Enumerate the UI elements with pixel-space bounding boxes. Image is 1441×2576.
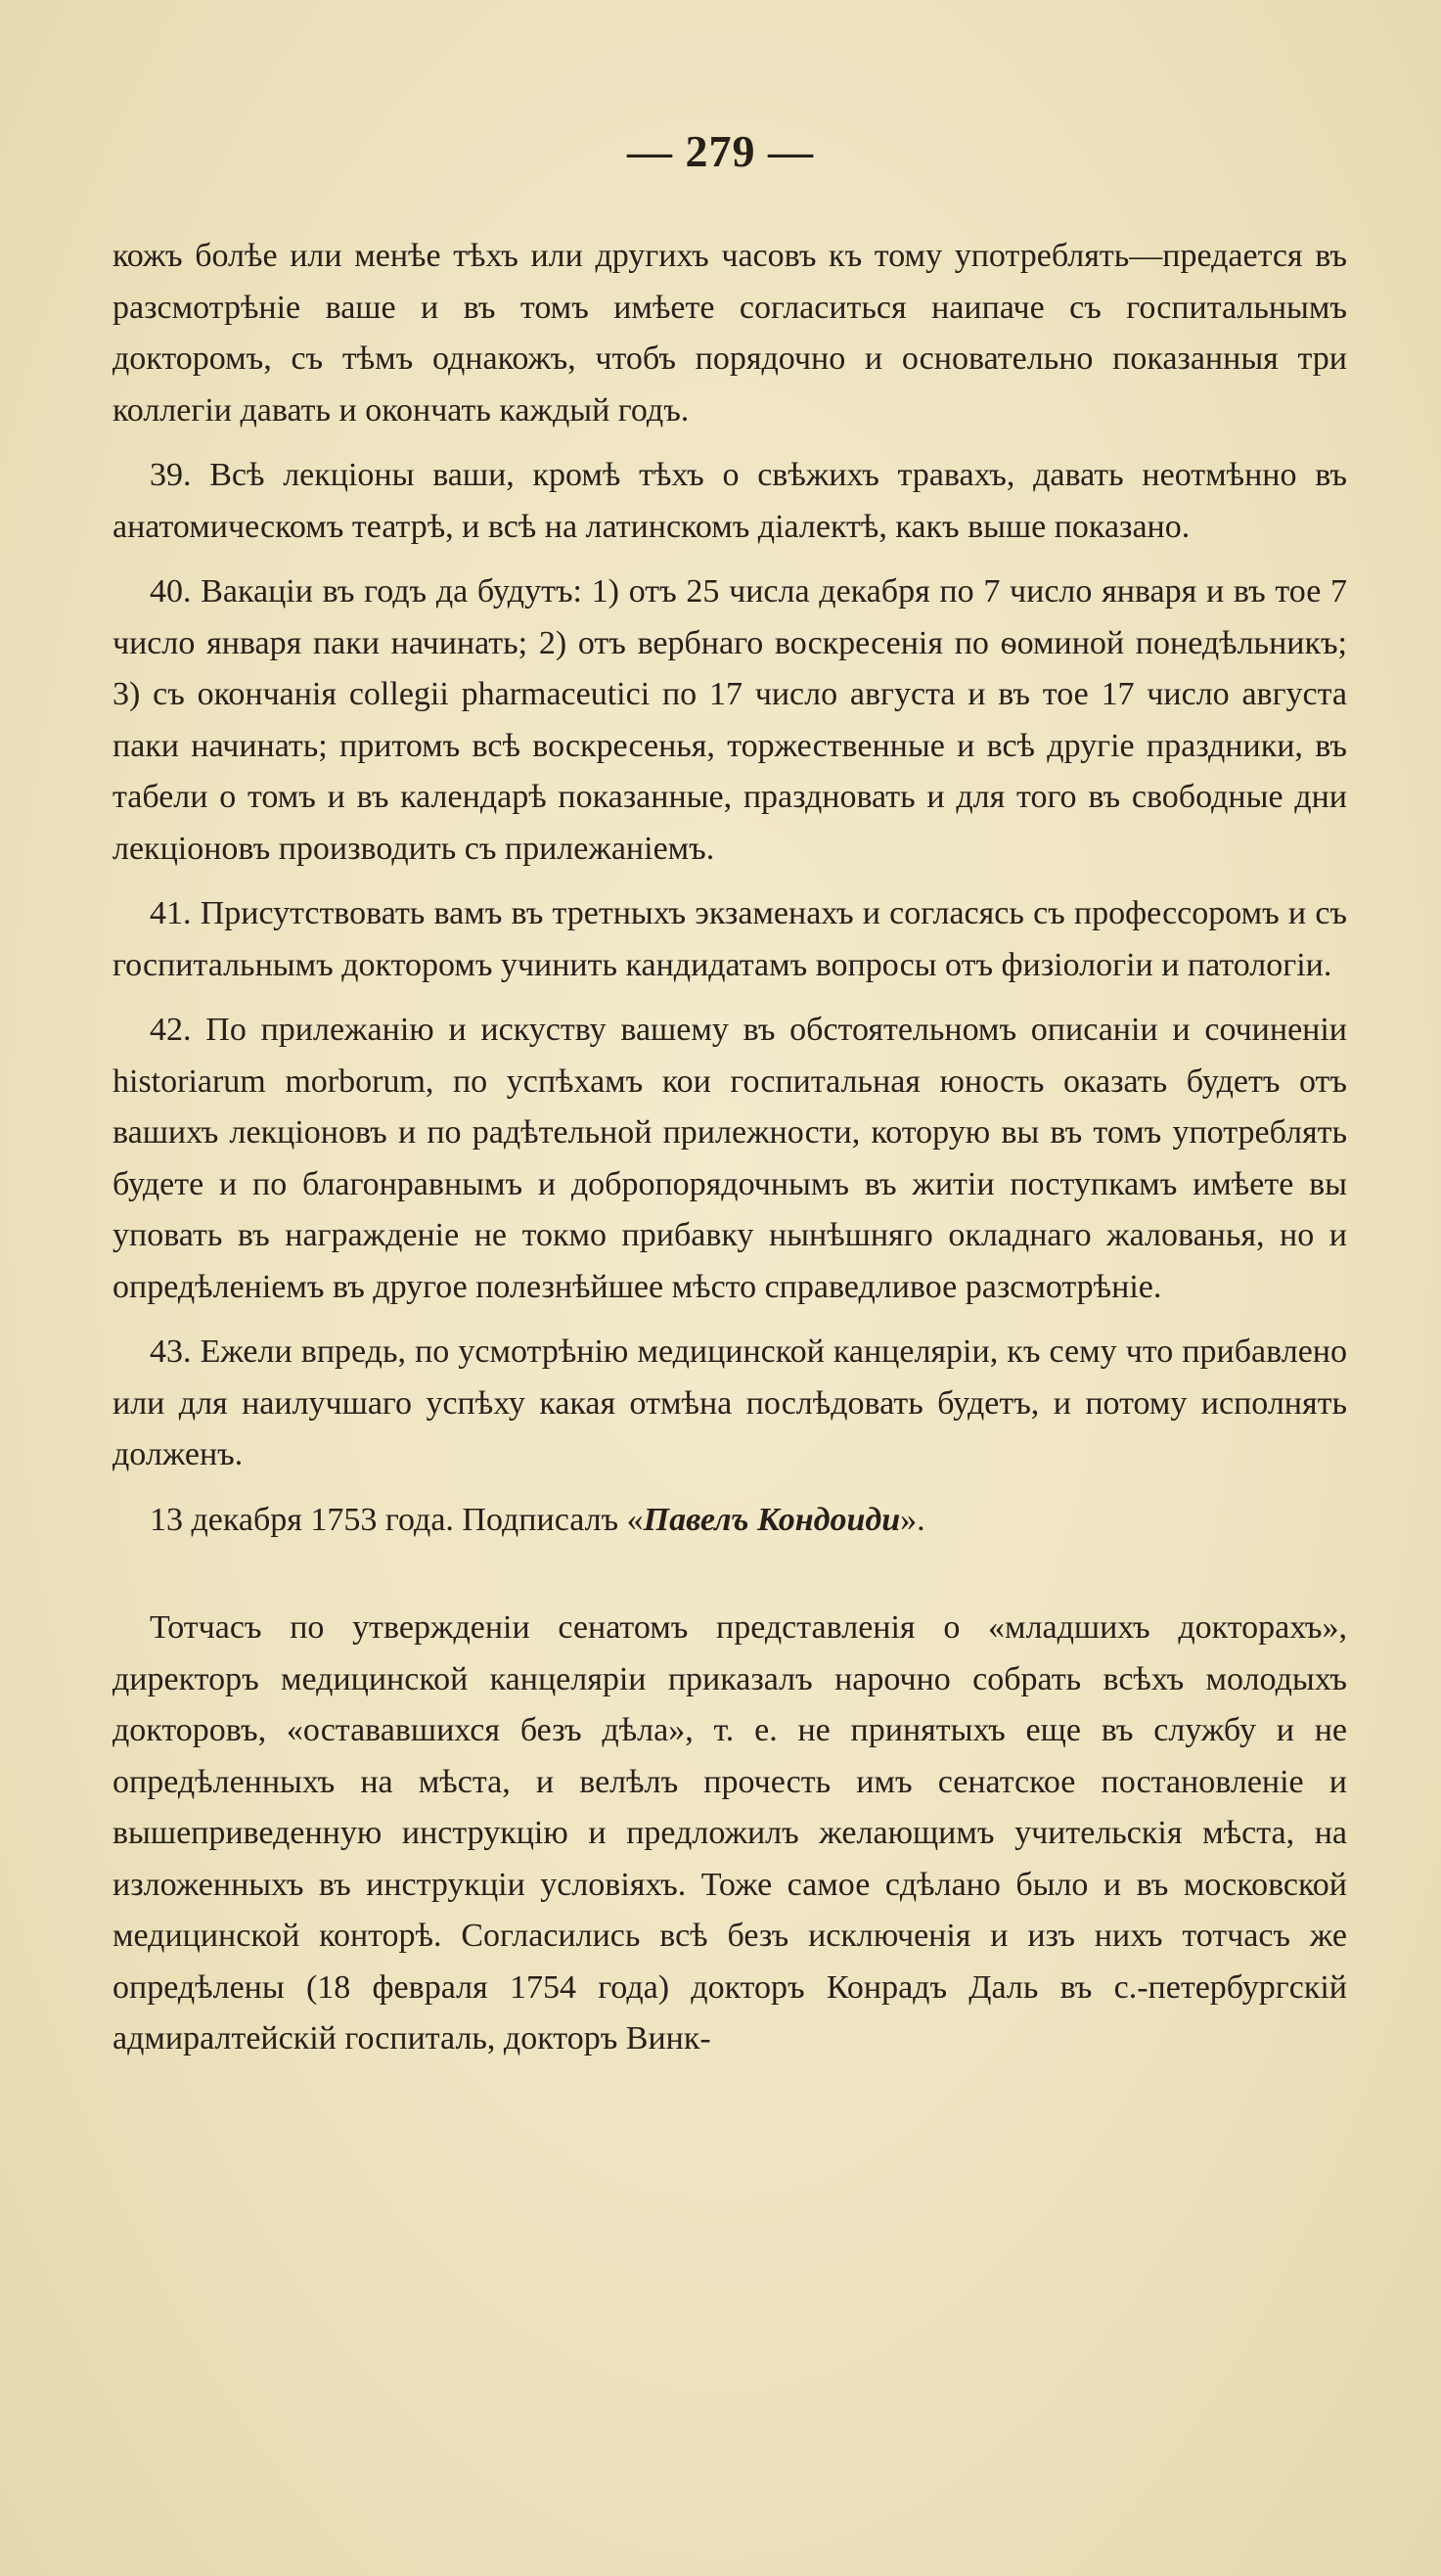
paragraph-43: 43. Ежели впредь, по усмотрѣнію медицинской канцеляріи, къ сему что прибавлено или для наилучшаго успѣху какая отмѣна послѣдовать будетъ, и потому исполнять долженъ. [113,1333,1347,1472]
paragraph-continuation: кожъ болѣе или менѣе тѣхъ или другихъ часовъ къ тому употреблять—предается въ разсмотрѣніе ваше и въ томъ имѣете согласиться наипаче съ госпитальнымъ докторомъ, съ тѣмъ однакожъ, чтобъ порядочно и основательно показанныя три коллегіи давать и окончать каждый годъ. [113,238,1347,429]
paragraph-39: 39. Всѣ лекціоны ваши, кромѣ тѣхъ о свѣжихъ травахъ, давать неотмѣнно въ анатомическомъ театрѣ, и всѣ на латинскомъ діалектѣ, какъ выше показано. [113,457,1347,545]
signature-name: Павелъ Кондоиди [643,1501,901,1538]
paragraph-41: 41. Присутствовать вамъ въ третныхъ экзаменахъ и согласясь съ профессоромъ и съ госпитальнымъ докторомъ учинить кандидатамъ вопросы отъ физіологіи и патологіи. [113,895,1347,983]
paragraph-42: 42. По прилежанію и искуству вашему въ обстоятельномъ описаніи и сочиненіи historiarum morborum, по успѣхамъ кои госпитальная юность оказать будетъ отъ вашихъ лекціоновъ и по радѣтельной прилежности, которую вы въ томъ употреблять будете и по благонравнымъ и добропорядочнымъ въ житіи поступкамъ имѣете вы уповать въ награжденіе не токмо прибавку нынѣшняго окладнаго жалованья, но и опредѣленіемъ въ другое полезнѣйшее мѣсто справедливое разсмотрѣніе. [113,1012,1347,1305]
paragraph-40: 40. Вакаціи въ годъ да будутъ: 1) отъ 25 числа декабря по 7 число января и въ тое 7 число января паки начинать; 2) отъ вербнаго воскресенія по ѳоминой понедѣльникъ; 3) съ окончанія collegii pharmaceutici по 17 число августа и въ тое 17 число августа паки начинать; притомъ всѣ воскресенья, торжественные и всѣ другіе праздники, въ табели о томъ и въ календарѣ показанные, праздновать и для того въ свободные дни лекціоновъ производить съ прилежаніемъ. [113,573,1347,867]
page-number: — 279 — [627,126,814,176]
signature-line [113,1495,1347,1547]
signature-suffix: ». [900,1501,925,1538]
closing-paragraph: Тотчасъ по утвержденіи сенатомъ представленія о «младшихъ докторахъ», директоръ медицинской канцеляріи приказалъ нарочно собрать всѣхъ молодыхъ докторовъ, «остававшихся безъ дѣла», т. е. не принятыхъ еще въ службу и не опредѣленныхъ на мѣста, и велѣлъ прочесть имъ сенатское постановленіе и вышеприведенную инструкцію и предложилъ желающимъ учительскія мѣста, на изложенныхъ въ инструкціи условіяхъ. Тоже самое сдѣлано было и въ московской медицинской конторѣ. Согласились всѣ безъ исключенія и изъ нихъ тотчасъ же опредѣлены (18 февраля 1754 года) докторъ Конрадъ Даль въ с.-петербургскій адмиралтейскій госпиталь, докторъ Винк- [113,1609,1347,2056]
page-body [113,231,1347,2065]
signature-prefix: 13 декабря 1753 года. Подписалъ « [150,1501,644,1538]
